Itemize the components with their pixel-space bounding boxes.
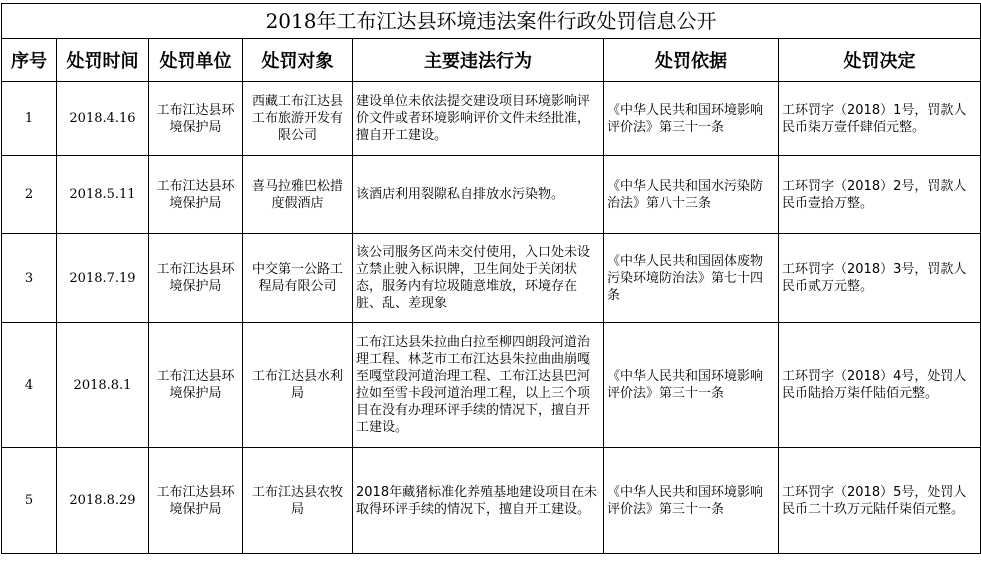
row-decision: 工环罚字（2018）5号，处罚人民币二十玖万元陆仟柒佰元整。	[779, 448, 981, 554]
row-date: 2018.4.16	[57, 82, 149, 156]
table-row	[2, 156, 981, 234]
row-unit: 工布江达县环境保护局	[149, 448, 243, 554]
row-target: 喜马拉雅巴松措度假酒店	[243, 156, 353, 234]
row-no: 1	[2, 82, 57, 156]
table-row	[2, 82, 981, 156]
row-violation: 该酒店利用裂隙私自排放水污染物。	[353, 156, 604, 234]
row-date: 2018.8.1	[57, 323, 149, 448]
row-decision: 工环罚字（2018）1号，罚款人民币柒万壹仟肆佰元整。	[779, 82, 981, 156]
row-decision: 工环罚字（2018）2号，罚款人民币壹拾万整。	[779, 156, 981, 234]
row-decision: 工环罚字（2018）3号，罚款人民币贰万元整。	[779, 234, 981, 323]
row-basis: 《中华人民共和国水污染防治法》第八十三条	[604, 156, 779, 234]
row-unit: 工布江达县环境保护局	[149, 156, 243, 234]
row-violation: 工布江达县朱拉曲白拉至柳四朗段河道治理工程、林芝市工布江达县朱拉曲曲崩嘎至嘎堂段河道治理工程、工布江达县巴河拉如至雪卡段河道治理工程，以上三个项目在没有办理环评手续的情况下，擅自开工建设。	[353, 323, 604, 448]
row-basis: 《中华人民共和国环境影响评价法》第三十一条	[604, 323, 779, 448]
table-title: 2018年工布江达县环境违法案件行政处罚信息公开	[2, 4, 981, 39]
header-date: 处罚时间	[57, 39, 149, 82]
row-target: 西藏工布江达县工布旅游开发有限公司	[243, 82, 353, 156]
row-target: 工布江达县水利局	[243, 323, 353, 448]
row-basis: 《中华人民共和国环境影响评价法》第三十一条	[604, 448, 779, 554]
row-no: 3	[2, 234, 57, 323]
row-violation: 该公司服务区尚未交付使用，入口处未设立禁止驶入标识牌，卫生间处于关闭状态，服务内有垃圾随意堆放，环境存在脏、乱、差现象	[353, 234, 604, 323]
row-no: 2	[2, 156, 57, 234]
row-no: 5	[2, 448, 57, 554]
row-unit: 工布江达县环境保护局	[149, 323, 243, 448]
row-basis: 《中华人民共和国固体废物污染环境防治法》第七十四条	[604, 234, 779, 323]
row-target: 工布江达县农牧局	[243, 448, 353, 554]
table-row	[2, 234, 981, 323]
header-basis: 处罚依据	[604, 39, 779, 82]
row-date: 2018.8.29	[57, 448, 149, 554]
header-decision: 处罚决定	[779, 39, 981, 82]
row-basis: 《中华人民共和国环境影响评价法》第三十一条	[604, 82, 779, 156]
table-row	[2, 448, 981, 554]
header-unit: 处罚单位	[149, 39, 243, 82]
header-no: 序号	[2, 39, 57, 82]
row-unit: 工布江达县环境保护局	[149, 234, 243, 323]
row-target: 中交第一公路工程局有限公司	[243, 234, 353, 323]
row-no: 4	[2, 323, 57, 448]
row-violation: 建设单位未依法提交建设项目环境影响评价文件或者环境影响评价文件未经批准，擅自开工建设。	[353, 82, 604, 156]
header-row	[2, 39, 981, 82]
header-target: 处罚对象	[243, 39, 353, 82]
table-row	[2, 323, 981, 448]
penalty-table	[1, 3, 981, 554]
header-violation: 主要违法行为	[353, 39, 604, 82]
row-violation: 2018年藏猪标准化养殖基地建设项目在未取得环评手续的情况下，擅自开工建设。	[353, 448, 604, 554]
row-unit: 工布江达县环境保护局	[149, 82, 243, 156]
row-decision: 工环罚字（2018）4号，处罚人民币陆拾万柒仟陆佰元整。	[779, 323, 981, 448]
row-date: 2018.7.19	[57, 234, 149, 323]
row-date: 2018.5.11	[57, 156, 149, 234]
